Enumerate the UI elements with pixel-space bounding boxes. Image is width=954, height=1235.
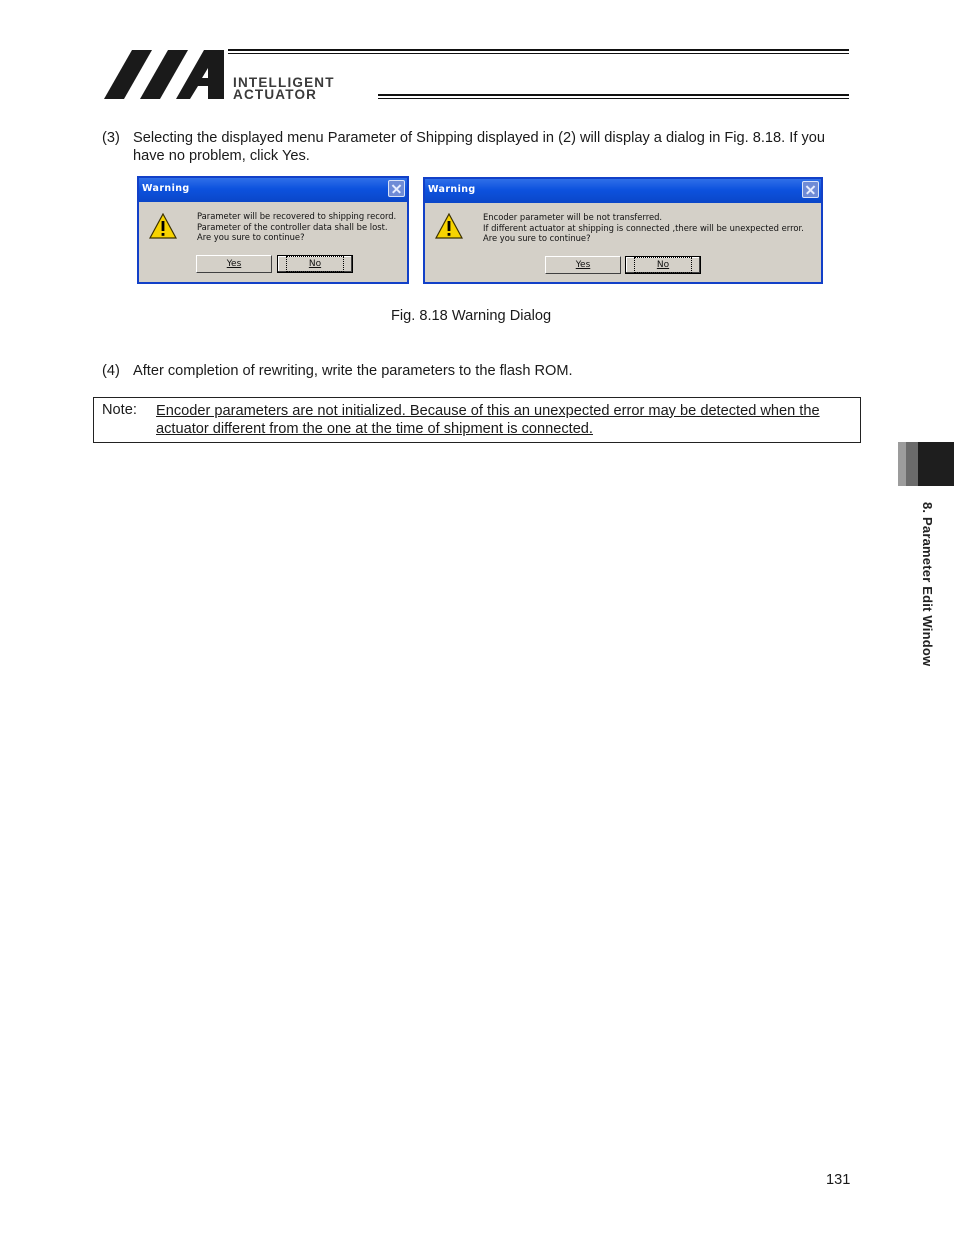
- header-rule-bottom-thin: [378, 98, 849, 99]
- yes-button-label: Yes: [226, 259, 242, 269]
- step-3-text: Selecting the displayed menu Parameter of Shipping displayed in (2) will display a dialog in Fig. 8.18. If you have no problem, click Yes.: [133, 130, 825, 164]
- chapter-side-label: 8. Parameter Edit Window: [920, 502, 935, 667]
- close-icon[interactable]: [802, 181, 819, 198]
- no-button-label: No: [656, 260, 670, 270]
- no-button-label: No: [308, 259, 322, 269]
- close-icon[interactable]: [388, 180, 405, 197]
- ia-logo-mark-icon: [104, 50, 224, 100]
- dialog-titlebar[interactable]: [425, 179, 821, 203]
- no-button[interactable]: [625, 256, 701, 274]
- chapter-tab-stripe-mid: [906, 442, 918, 486]
- chapter-tab-stripe-light: [898, 442, 906, 486]
- dialog-titlebar[interactable]: [139, 178, 407, 202]
- step-4-text: After completion of rewriting, write the parameters to the flash ROM.: [133, 363, 573, 379]
- chapter-tab-block: [918, 442, 954, 486]
- note-label: Note:: [102, 402, 137, 418]
- header-rule-top: [228, 49, 849, 51]
- note-text: Encoder parameters are not initialized. Because of this an unexpected error may be detected when the actuator different from the one at the time of shipment is connected.: [156, 403, 820, 437]
- brand-line-1: INTELLIGENT: [233, 75, 335, 90]
- warning-dialog-encoder: [423, 177, 823, 284]
- dialog-title: Warning: [428, 184, 476, 195]
- figure-caption: Fig. 8.18 Warning Dialog: [391, 308, 552, 324]
- warning-dialog-shipping: [137, 176, 409, 284]
- no-button[interactable]: [277, 255, 353, 273]
- step-4-number: (4): [102, 363, 120, 379]
- step-3-number: (3): [102, 130, 120, 146]
- brand-line-2: ACTUATOR: [233, 87, 318, 102]
- dialog-message: Encoder parameter will be not transferred. If different actuator at shipping is connected ,there will be unexpected error. Are you sure to continue?: [483, 212, 804, 244]
- dialog-message: Parameter will be recovered to shipping record. Parameter of the controller data shall be lost. Are you sure to continue?: [197, 211, 397, 243]
- page-number: 131: [826, 1172, 851, 1188]
- warning-icon: [435, 213, 463, 239]
- header-rule-top-thin: [228, 53, 849, 54]
- yes-button[interactable]: [545, 256, 621, 274]
- header-rule-bottom: [378, 94, 849, 96]
- dialog-title: Warning: [142, 183, 190, 194]
- warning-icon: [149, 213, 177, 239]
- yes-button-label: Yes: [575, 260, 591, 270]
- yes-button[interactable]: [196, 255, 272, 273]
